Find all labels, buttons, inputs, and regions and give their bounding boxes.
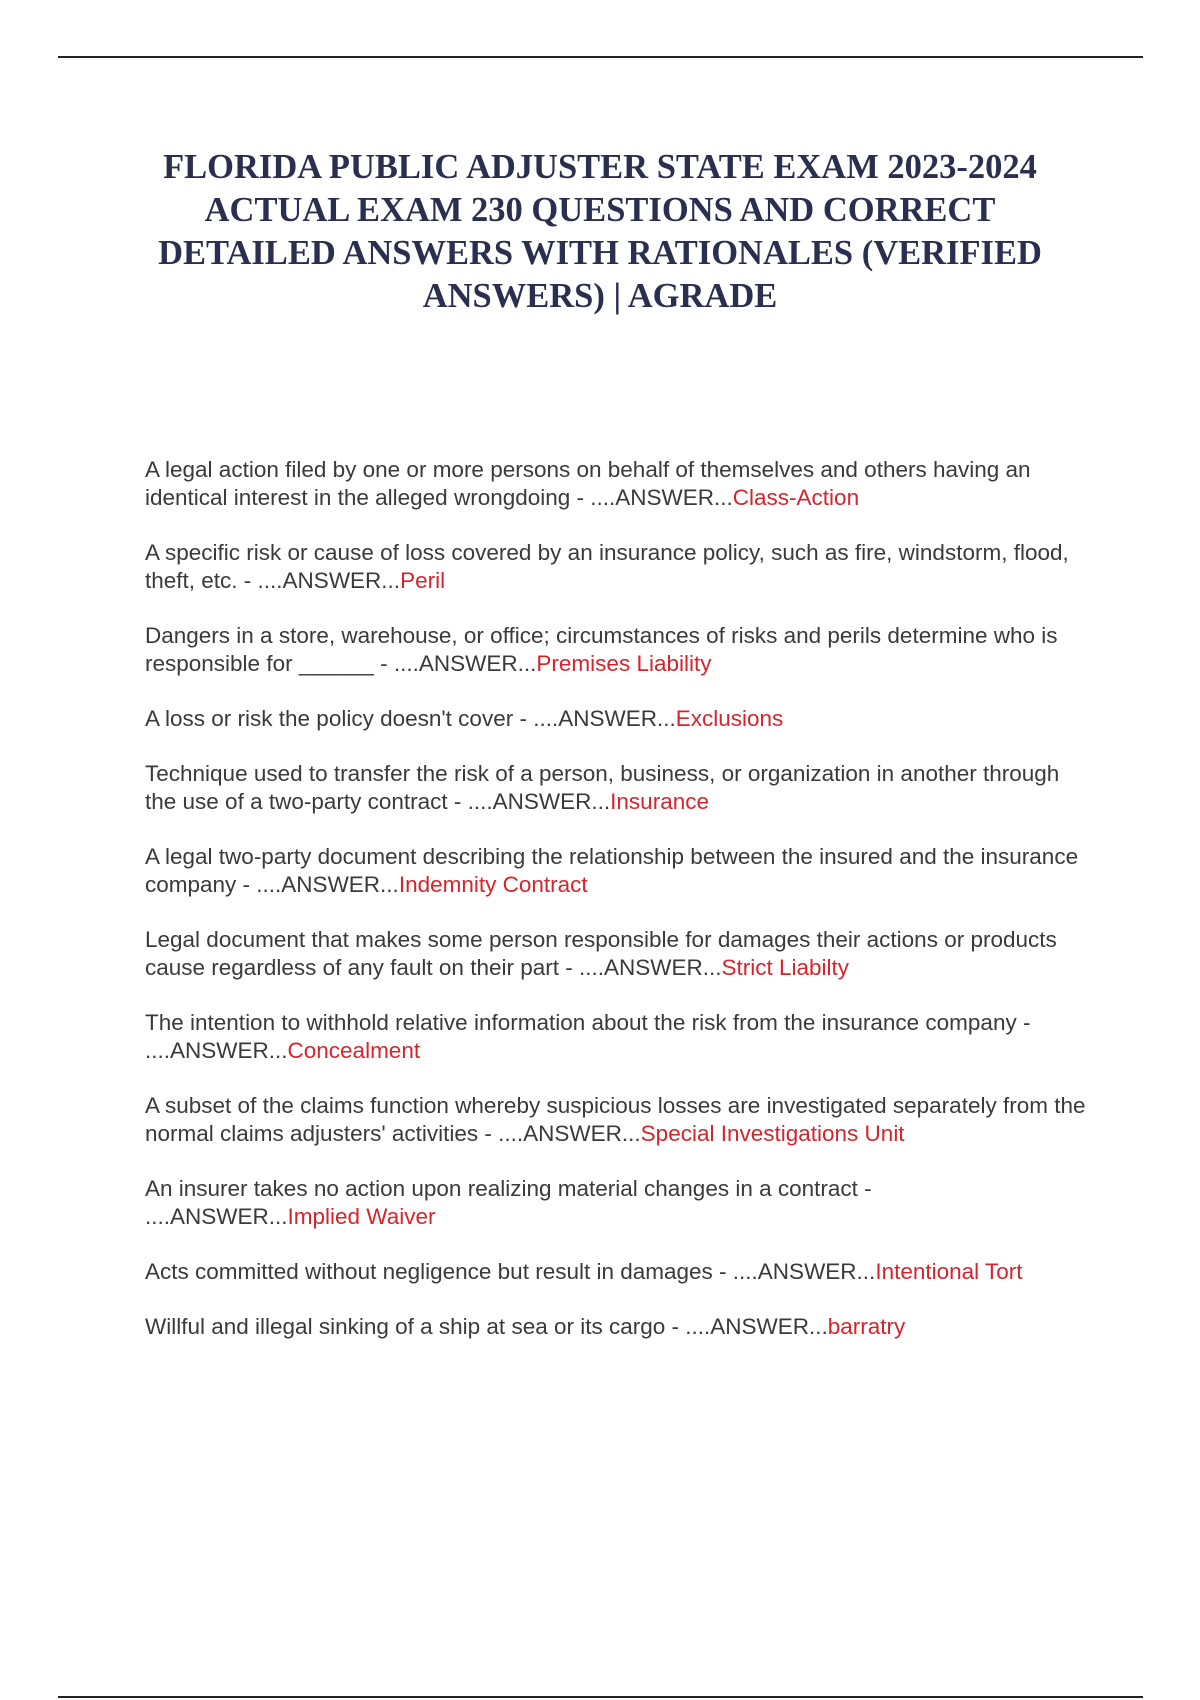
answer-marker: ....ANSWER... [578,955,722,980]
answer-marker: ....ANSWER... [590,485,733,510]
answer-marker: ....ANSWER... [685,1314,828,1339]
question-text: A specific risk or cause of loss covered by an insurance policy, such as fire, windstorm, flood, theft, etc. - [145,540,1069,593]
answer-text: Intentional Tort [875,1259,1023,1284]
qa-item [145,1313,1090,1341]
question-text: Technique used to transfer the risk of a person, business, or organization in another through the use of a two-party contract - [145,761,1060,814]
answer-marker: ....ANSWER... [533,706,676,731]
answer-text: Peril [400,568,446,593]
answer-marker: ....ANSWER... [256,872,399,897]
answer-marker: ....ANSWER... [393,651,537,676]
qa-item [145,1092,1090,1148]
bottom-divider [58,1696,1143,1698]
qa-item [145,760,1090,816]
top-divider [58,56,1143,58]
qa-item [145,539,1090,595]
question-text: An insurer takes no action upon realizing material changes in a contract - [145,1176,872,1201]
answer-text: Insurance [610,789,709,814]
qa-item [145,1258,1090,1286]
qa-item [145,456,1090,512]
question-text: Willful and illegal sinking of a ship at sea or its cargo - [145,1314,686,1339]
answer-text: Implied Waiver [287,1204,436,1229]
answer-text: Strict Liabilty [721,955,850,980]
answer-text: Concealment [287,1038,421,1063]
answer-text: Indemnity Contract [398,872,588,897]
question-text: Dangers in a store, warehouse, or office; circumstances of risks and perils determine who is responsible for ______ - [145,623,1058,676]
qa-item [145,1009,1090,1065]
answer-marker: ....ANSWER... [498,1121,641,1146]
answer-marker: ....ANSWER... [257,568,401,593]
answer-marker: ....ANSWER... [467,789,611,814]
question-text: A loss or risk the policy doesn't cover - [145,706,534,731]
question-answer-list [145,456,1090,1368]
question-text: A legal two-party document describing the relationship between the insured and the insurance company - [145,844,1079,897]
qa-item [145,843,1090,899]
answer-text: Special Investigations Unit [640,1121,905,1146]
question-text: Legal document that makes some person responsible for damages their actions or products cause regardless of any fault on their part - [145,927,1057,980]
answer-text: Exclusions [675,706,784,731]
question-text: A subset of the claims function whereby suspicious losses are investigated separately from the normal claims adjusters' activities - [145,1093,1086,1146]
qa-item [145,622,1090,678]
answer-marker: ....ANSWER... [732,1259,876,1284]
question-text: The intention to withhold relative information about the risk from the insurance company - [145,1010,1031,1035]
document-title: FLORIDA PUBLIC ADJUSTER STATE EXAM 2023-2024 ACTUAL EXAM 230 QUESTIONS AND CORRECT DETAILED ANSWERS WITH RATIONALES (VERIFIED ANSWERS) | AGRADE [158,148,1042,315]
answer-marker: ....ANSWER... [145,1038,288,1063]
question-text: A legal action filed by one or more persons on behalf of themselves and others having an identical interest in the alleged wrongdoing - [145,457,1031,510]
answer-marker: ....ANSWER... [145,1204,288,1229]
qa-item [145,705,1090,733]
answer-text: Premises Liability [536,651,712,676]
qa-item [145,1175,1090,1231]
answer-text: Class-Action [732,485,860,510]
answer-text: barratry [827,1314,906,1339]
qa-item [145,926,1090,982]
question-text: Acts committed without negligence but result in damages - [145,1259,733,1284]
